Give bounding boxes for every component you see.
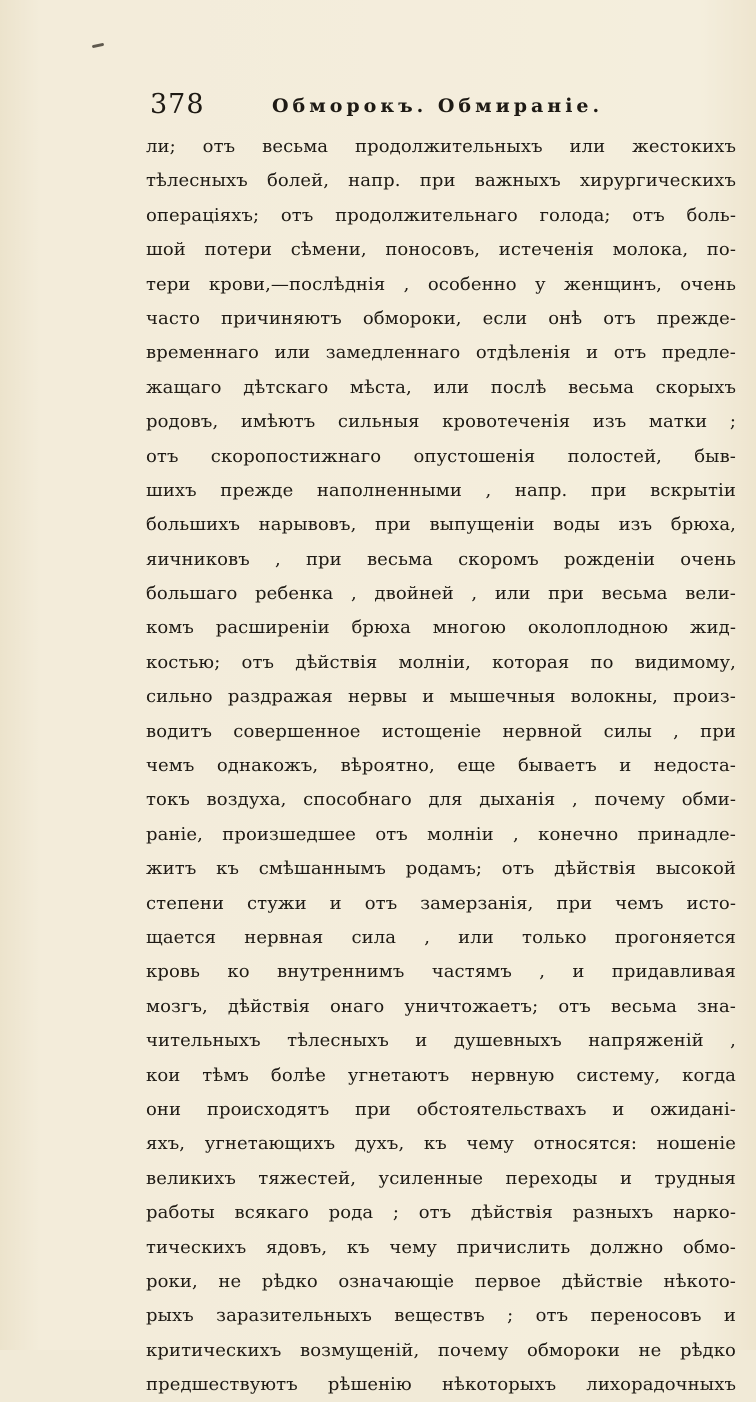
text-line: раніе, произшедшее отъ молніи , конечно принадле- bbox=[146, 823, 736, 845]
text-line: большаго ребенка , двойней , или при весьма вели- bbox=[146, 583, 736, 605]
text-line: водитъ совершенное истощеніе нервной силы , при bbox=[146, 720, 736, 742]
text-line: шихъ прежде наполненными , напр. при вскрытіи bbox=[146, 479, 736, 501]
text-line: операціяхъ; отъ продолжительнаго голода; отъ боль- bbox=[146, 204, 736, 226]
text-line: яхъ, угнетающихъ духъ, къ чему относятся: ношеніе bbox=[146, 1133, 736, 1155]
text-line: тѣлесныхъ болей, напр. при важныхъ хирургическихъ bbox=[146, 170, 736, 192]
text-line: чемъ однакожъ, вѣроятно, еще бываетъ и недоста- bbox=[146, 755, 736, 777]
text-line: отъ скоропостижнаго опустошенія полостей, быв- bbox=[146, 445, 736, 467]
text-line: степени стужи и отъ замерзанія, при чемъ исто- bbox=[146, 892, 736, 914]
text-line: чительныхъ тѣлесныхъ и душевныхъ напряженій , bbox=[146, 1030, 736, 1052]
text-line: щается нервная сила , или только прогоняется bbox=[146, 926, 736, 948]
text-line: тери крови,—послѣднія , особенно у женщинъ, очень bbox=[146, 273, 736, 295]
page-header bbox=[150, 88, 620, 124]
text-line: они происходятъ при обстоятельствахъ и ожиданi- bbox=[146, 1098, 736, 1120]
text-line: работы всякаго рода ; отъ дѣйствія разныхъ нарко- bbox=[146, 1202, 736, 1224]
text-line: жащаго дѣтскаго мѣста, или послѣ весьма скорыхъ bbox=[146, 376, 736, 398]
text-line: предшествуютъ рѣшенію нѣкоторыхъ лихорадочныхъ bbox=[146, 1374, 736, 1396]
text-line: роки, не рѣдко означающіе первое дѣйствіе нѣкото- bbox=[146, 1270, 736, 1292]
body-text bbox=[146, 130, 736, 1396]
ink-mark bbox=[92, 43, 104, 48]
text-line: токъ воздуха, способнаго для дыханія , почему обми- bbox=[146, 789, 736, 811]
text-line: великихъ тяжестей, усиленные переходы и трудныя bbox=[146, 1167, 736, 1189]
page-number: 378 bbox=[150, 89, 205, 120]
text-line: житъ къ смѣшаннымъ родамъ; отъ дѣйствія высокой bbox=[146, 858, 736, 880]
text-line: сильно раздражая нервы и мышечныя волокны, произ- bbox=[146, 686, 736, 708]
text-line: временнаго или замедленнаго отдѣленія и отъ предле- bbox=[146, 342, 736, 364]
text-line: критическихъ возмущеній, почему обмороки не рѣдко bbox=[146, 1339, 736, 1361]
text-line: яичниковъ , при весьма скоромъ рожденіи очень bbox=[146, 548, 736, 570]
text-line: ли; отъ весьма продолжительныхъ или жестокихъ bbox=[146, 136, 736, 157]
text-line: мозгъ, дѣйствія онаго уничтожаетъ; отъ весьма зна- bbox=[146, 995, 736, 1017]
running-title: Обморокъ. Обмираніе. bbox=[272, 95, 604, 117]
text-line: родовъ, имѣютъ сильныя кровотеченія изъ матки ; bbox=[146, 411, 736, 433]
text-line: рыхъ заразительныхъ веществъ ; отъ переносовъ и bbox=[146, 1305, 736, 1327]
text-line: тическихъ ядовъ, къ чему причислить должно обмо- bbox=[146, 1236, 736, 1258]
text-line: комъ расширеніи брюха многою околоплодною жид- bbox=[146, 617, 736, 639]
text-line: кои тѣмъ болѣе угнетаютъ нервную систему, когда bbox=[146, 1064, 736, 1086]
text-line: большихъ нарывовъ, при выпущеніи воды изъ брюха, bbox=[146, 514, 736, 536]
text-line: часто причиняютъ обмороки, если онѣ отъ прежде- bbox=[146, 307, 736, 329]
text-line: кровь ко внутреннимъ частямъ , и придавливая bbox=[146, 961, 736, 983]
text-line: костью; отъ дѣйствія молніи, которая по видимому, bbox=[146, 651, 736, 673]
text-line: шой потери сѣмени, поносовъ, истеченія молока, по- bbox=[146, 239, 736, 261]
